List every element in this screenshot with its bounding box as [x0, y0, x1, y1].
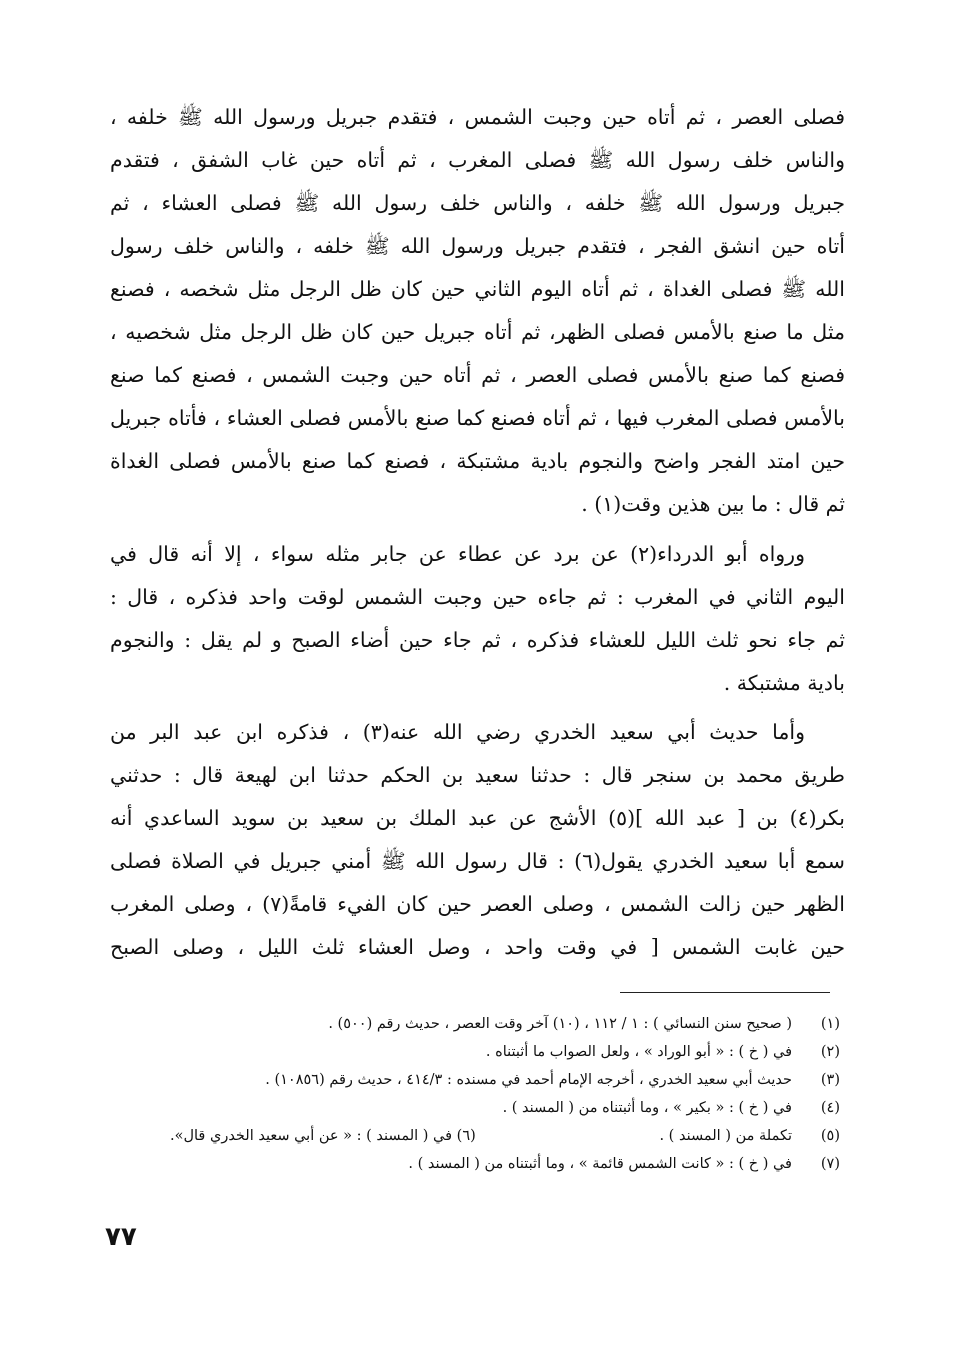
paragraph-1 — [110, 96, 845, 526]
footnote-number: (٣) — [820, 1072, 840, 1088]
text-line: مثل ما صنع بالأمس فصلى الظهر، ثم أتاه جبريل حين كان ظل الرجل مثل شخصيه ، — [110, 320, 845, 344]
paragraph-3 — [110, 711, 845, 969]
text-line: وأما حديث أبي سعيد الخدري رضي الله عنه(٣) ، فذكره ابن عبد البر من — [110, 720, 805, 744]
footnotes — [170, 1010, 840, 1178]
footnote-number: (٥) — [820, 1128, 840, 1144]
text-line: ثم قال : ما بين هذين وقت(١) . — [581, 492, 845, 516]
footnote-separator — [620, 992, 830, 993]
text-line: الله ﷺ فصلى الغداة ، ثم أتاه اليوم الثاني حين كان ظل الرجل مثل شخصه ، فصنع — [110, 277, 845, 301]
text-line: فصلى العصر ، ثم أتاه حين وجبت الشمس ، فتقدم جبريل ورسول الله ﷺ خلفه ، — [110, 105, 845, 129]
text-line: فصنع كما صنع بالأمس فصلى العصر ، ثم أتاه حين وجبت الشمس ، فصنع كما صنع — [110, 363, 845, 387]
text-line: بكر(٤) بن [ عبد الله ](٥) الأشج عن عبد الملك بن سعيد بن سويد الساعدي أنه — [110, 806, 845, 830]
text-line: حين امتد الفجر واضح والنجوم بادية مشتبكة ، فصنع كما صنع بالأمس فصلى الغداة — [110, 449, 845, 473]
footnote-text: في ( خ ) : « أبو الوراد » ، ولعل الصواب ما أثبتناه . — [485, 1044, 792, 1060]
text-line: الظهر حين زالت الشمس ، وصلى العصر حين كان الفيء قامةً(٧) ، وصلى المغرب — [110, 892, 845, 916]
footnote-text: تكملة من ( المسند ) . — [659, 1128, 792, 1144]
footnote — [170, 1066, 840, 1094]
footnote-text: حديث أبي سعيد الخدري ، أخرجه الإمام أحمد في مسنده : ٤١٤/٣ ، حديث رقم (١٠٨٥٦) . — [265, 1072, 792, 1088]
footnote-text: في ( خ ) : « كانت الشمس قائمة » ، وما أثبتناه من ( المسند ) . — [408, 1156, 792, 1172]
text-line: أتاه حين انشق الفجر ، فتقدم جبريل ورسول الله ﷺ خلفه ، والناس خلف رسول — [110, 234, 845, 258]
text-line: سمع أبا سعيد الخدري يقول(٦) : قال رسول الله ﷺ أمني جبريل في الصلاة فصلى — [110, 849, 845, 873]
text-line: بالأمس فصلى المغرب فيها ، ثم أتاه فصنع كما صنع بالأمس فصلى العشاء ، فأتاه جبريل — [110, 406, 845, 430]
footnote-number: (٤) — [820, 1100, 840, 1116]
footnote — [170, 1010, 840, 1038]
text-line: اليوم الثاني في المغرب : ثم جاءه حين وجبت الشمس لوقت واحد فذكره ، قال : — [110, 585, 845, 609]
text-line: جبريل ورسول الله ﷺ خلفه ، والناس خلف رسول الله ﷺ فصلى العشاء ، ثم — [110, 191, 845, 215]
text-line: حين غابت الشمس [ في وقت واحد ، وصل العشاء ثلث الليل ، وصلى الصبح — [110, 935, 845, 959]
footnote — [170, 1094, 840, 1122]
footnote-text: ( صحيح سنن النسائي ) : ١ / ١١٢ ، (١٠) آخر وقت العصر ، حديث رقم (٥٠٠) . — [328, 1016, 792, 1032]
footnote-number: (٧) — [820, 1156, 840, 1172]
page-number: ٧٧ — [105, 1222, 137, 1252]
footnote — [170, 1038, 840, 1066]
paragraph-2 — [110, 533, 845, 705]
footnote — [170, 1150, 840, 1178]
footnote — [170, 1122, 840, 1150]
footnote-number: (٢) — [820, 1044, 840, 1060]
text-line: ورواه أبو الدرداء(٢) عن برد عن عطاء عن جابر مثله سواء ، إلا أنه قال في — [110, 542, 805, 566]
text-line: بادية مشتبكة . — [723, 671, 845, 695]
footnote-text-secondary: (٦) في ( المسند ) : « عن أبي سعيد الخدري قال». — [170, 1128, 476, 1144]
text-line: والناس خلف رسول الله ﷺ فصلى المغرب ، ثم أتاه حين غاب الشفق ، فتقدم — [110, 148, 845, 172]
text-line: طريق محمد بن سنجر قال : حدثنا سعيد بن الحكم حدثنا ابن لهيعة قال : حدثني — [110, 763, 845, 787]
footnote-number: (١) — [820, 1016, 840, 1032]
text-line: ثم جاء نحو ثلث الليل للعشاء فذكره ، ثم جاء حين أضاء الصبح و لم يقل : والنجوم — [110, 628, 845, 652]
footnote-text: في ( خ ) : « بكير » ، وما أثبتناه من ( المسند ) . — [502, 1100, 792, 1116]
